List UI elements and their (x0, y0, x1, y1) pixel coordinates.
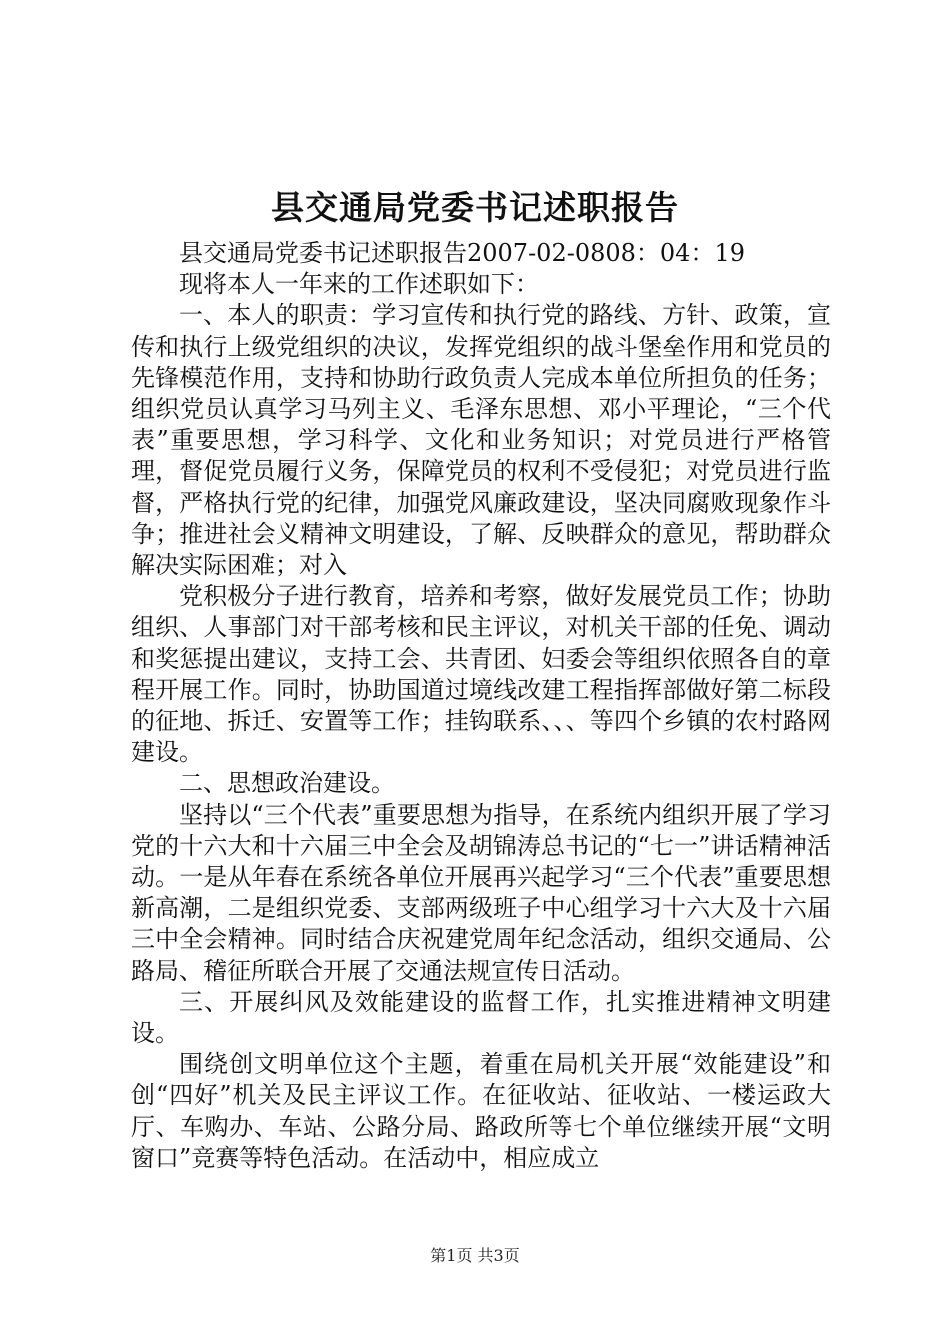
paragraph-duties-continued: 党积极分子进行教育，培养和考察，做好发展党员工作；协助组织、人事部门对干部考核和民主评议，对机关干部的任免、调动和奖惩提出建议，支持工会、共青团、妇委会等组织依照各自的章程开展工作。同时，协助国道过境线改建工程指挥部做好第二标段的征地、拆迁、安置等工作；挂钩联系、、、等四个乡镇的农村路网建设。 (131, 582, 831, 767)
paragraph-date-line: 县交通局党委书记述职报告2007-02-0808：04：19 (179, 239, 745, 267)
page-number: 第1页 (430, 1246, 473, 1265)
document-body (131, 238, 831, 1174)
paragraph-intro: 现将本人一年来的工作述职如下： (179, 270, 539, 299)
page-footer (0, 1245, 950, 1267)
paragraph-duties: 一、本人的职责：学习宣传和执行党的路线、方针、政策，宣传和执行上级党组织的决议，发挥党组织的战斗堡垒作用和党员的先锋模范作用，支持和协助行政负责人完成本单位所担负的任务；组织党员认真学习马列主义、毛泽东思想、邓小平理论，“三个代表”重要思想，学习科学、文化和业务知识；对党员进行严格管理，督促党员履行义务，保障党员的权利不受侵犯；对党员进行监督，严格执行党的纪律，加强党风廉政建设，坚决同腐败现象作斗争；推进社会义精神文明建设，了解、反映群众的意见，帮助群众解决实际困难；对入 (131, 301, 831, 580)
heading-ideological-building: 二、思想政治建设。 (179, 769, 395, 798)
paragraph-civilized-unit: 围绕创文明单位这个主题，着重在局机关开展“效能建设”和创“四好”机关及民主评议工作。在征收站、征收站、一楼运政大厅、车购办、车站、公路分局、路政所等七个单位继续开展“文明窗口”竞赛等特色活动。在活动中，相应成立 (131, 1050, 831, 1172)
document-title: 县交通局党委书记述职报告 (271, 188, 679, 227)
heading-supervision-work: 三、开展纠风及效能建设的监督工作，扎实推进精神文明建设。 (131, 987, 831, 1048)
page-total: 共3页 (477, 1246, 520, 1265)
paragraph-ideological-building: 坚持以“三个代表”重要思想为指导，在系统内组织开展了学习党的十六大和十六届三中全会及胡锦涛总书记的“七一”讲话精神活动。一是从年春在系统各单位开展再兴起学习“三个代表”重要思想新高潮，二是组织党委、支部两级班子中心组学习十六大及十六届三中全会精神。同时结合庆祝建党周年纪念活动，组织交通局、公路局、稽征所联合开展了交通法规宣传日活动。 (131, 800, 831, 985)
